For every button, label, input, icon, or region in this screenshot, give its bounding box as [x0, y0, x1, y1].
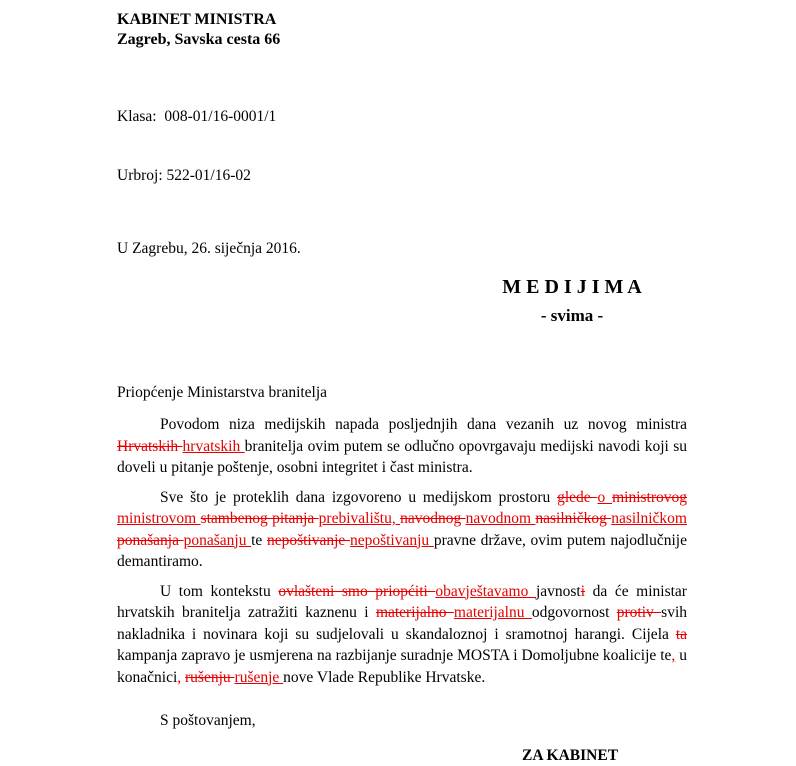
letterhead — [117, 10, 687, 49]
inserted-text: , — [177, 669, 181, 686]
inserted-text: hrvatskih — [183, 438, 245, 455]
body-paragraph-2 — [117, 487, 687, 573]
deleted-text: glede — [557, 489, 597, 506]
text-run: U tom kontekstu — [160, 583, 278, 600]
inserted-text: prebivalištu, — [319, 510, 400, 527]
inserted-text: materijalnu — [454, 604, 532, 621]
reference-block — [117, 68, 687, 224]
deleted-text: ponašanja — [117, 532, 184, 549]
deleted-text: ovlašteni smo priopćiti — [278, 583, 435, 600]
signature-block: ZA KABINET — [522, 745, 687, 766]
subject-line: Priopćenje Ministarstva branitelja — [117, 382, 687, 404]
inserted-text: obavještavamo — [435, 583, 536, 600]
body-paragraph-3 — [117, 581, 687, 689]
text-run: branitelja ovim putem se odlučno opovrgavaju medijski navodi koji su doveli u pitanje poštenje, osobni integritet i čast ministra. — [117, 438, 687, 477]
text-run: Sve što je proteklih dana izgovoreno u medijskom prostoru — [160, 489, 557, 506]
inserted-text: o — [598, 489, 613, 506]
title-medijima: M E D I J I M A — [472, 275, 672, 299]
deleted-text: Hrvatskih — [117, 438, 183, 455]
inserted-text: nepoštivanju — [350, 532, 434, 549]
title-svima: - svima - — [472, 305, 672, 327]
ref-urbroj: Urbroj: 522-01/16-02 — [117, 166, 687, 186]
text-run: odgovornost — [532, 604, 617, 621]
text-run: kampanja zapravo je usmjerena na razbijanje suradnje MOSTA i Domoljubne koalicije te — [117, 647, 671, 664]
deleted-text: ministrovog — [612, 489, 687, 506]
deleted-text: navodnog — [400, 510, 466, 527]
text-run: u konačnici — [117, 647, 687, 686]
inserted-text: nasilničkom — [611, 510, 687, 527]
inserted-text: ministrovom — [117, 510, 201, 527]
text-run: te — [251, 532, 267, 549]
inserted-text: ponašanju — [184, 532, 252, 549]
deleted-text: i — [581, 583, 585, 600]
text-run: javnost — [536, 583, 581, 600]
deleted-text: rušenju — [185, 669, 235, 686]
title-block — [472, 275, 672, 327]
ref-klasa: Klasa: 008-01/16-0001/1 — [117, 107, 687, 127]
text-run: svih nakladnika i novinara koji su sudjelovali u skandaloznoj i sramotnoj harangi. Cijela — [117, 604, 687, 643]
letterhead-address: Zagreb, Savska cesta 66 — [117, 30, 687, 50]
letter-content — [117, 0, 687, 766]
inserted-text: , — [671, 647, 675, 664]
inserted-text: rušenje — [235, 669, 284, 686]
letterhead-org: KABINET MINISTRA — [117, 10, 687, 30]
deleted-text: nasilničkog — [535, 510, 611, 527]
text-run: Povodom niza medijskih napada posljednjih dana vezanih uz novog ministra — [160, 416, 687, 433]
text-run: nove Vlade Republike Hrvatske. — [283, 669, 485, 686]
dateline: U Zagrebu, 26. siječnja 2016. — [117, 239, 687, 259]
text-run: pravne države, ovim putem najodlučnije demantiramo. — [117, 532, 687, 571]
deleted-text: protiv — [617, 604, 661, 621]
deleted-text: stambenog pitanja — [201, 510, 319, 527]
letter-body — [117, 414, 687, 688]
deleted-text: ta — [676, 626, 687, 643]
closing-salutation: S poštovanjem, — [117, 710, 687, 732]
deleted-text: nepoštivanje — [267, 532, 350, 549]
deleted-text: materijalno — [376, 604, 454, 621]
text-run: da će ministar hrvatskih branitelja zatražiti kaznenu i — [117, 583, 687, 622]
body-paragraph-1 — [117, 414, 687, 479]
inserted-text: navodnom — [466, 510, 536, 527]
